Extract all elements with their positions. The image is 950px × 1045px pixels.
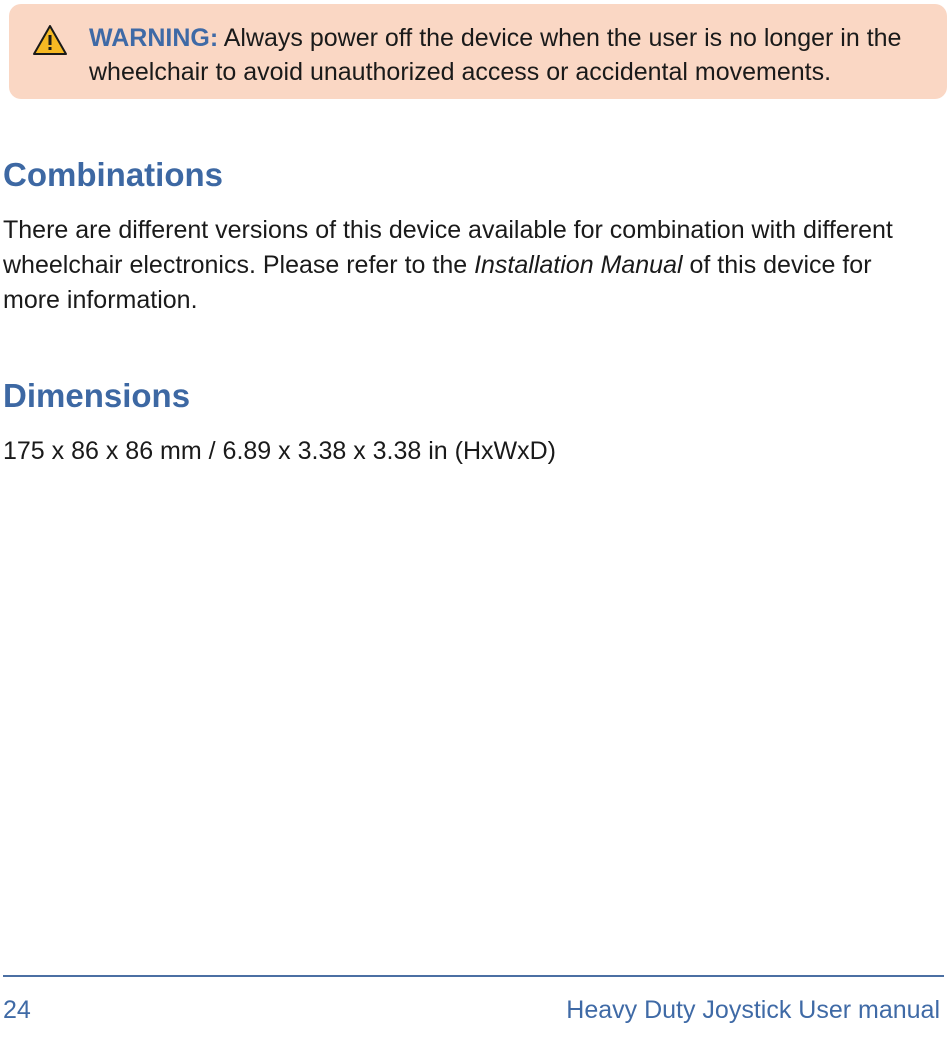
combinations-text-before: There are different versions of this device available for combination with different wheelchair electronics. Please refer to the	[3, 216, 893, 279]
combinations-paragraph	[3, 213, 933, 318]
warning-label: WARNING:	[89, 24, 219, 52]
document-title: Heavy Duty Joystick User manual	[566, 996, 940, 1024]
combinations-heading: Combinations	[3, 156, 223, 193]
footer-divider	[3, 975, 944, 977]
warning-callout	[9, 4, 947, 99]
warning-message	[89, 21, 949, 89]
combinations-text-after: of this device for more information.	[3, 251, 872, 314]
dimensions-value: 175 x 86 x 86 mm / 6.89 x 3.38 x 3.38 in (HxWxD)	[3, 437, 557, 465]
warning-text: Always power off the device when the user is no longer in the wheelchair to avoid unauthorized access or accidental movements.	[89, 24, 902, 86]
dimensions-heading: Dimensions	[3, 377, 191, 414]
installation-manual-reference: Installation Manual	[474, 251, 683, 279]
warning-triangle-icon	[32, 24, 68, 56]
page-number: 24	[3, 996, 31, 1024]
